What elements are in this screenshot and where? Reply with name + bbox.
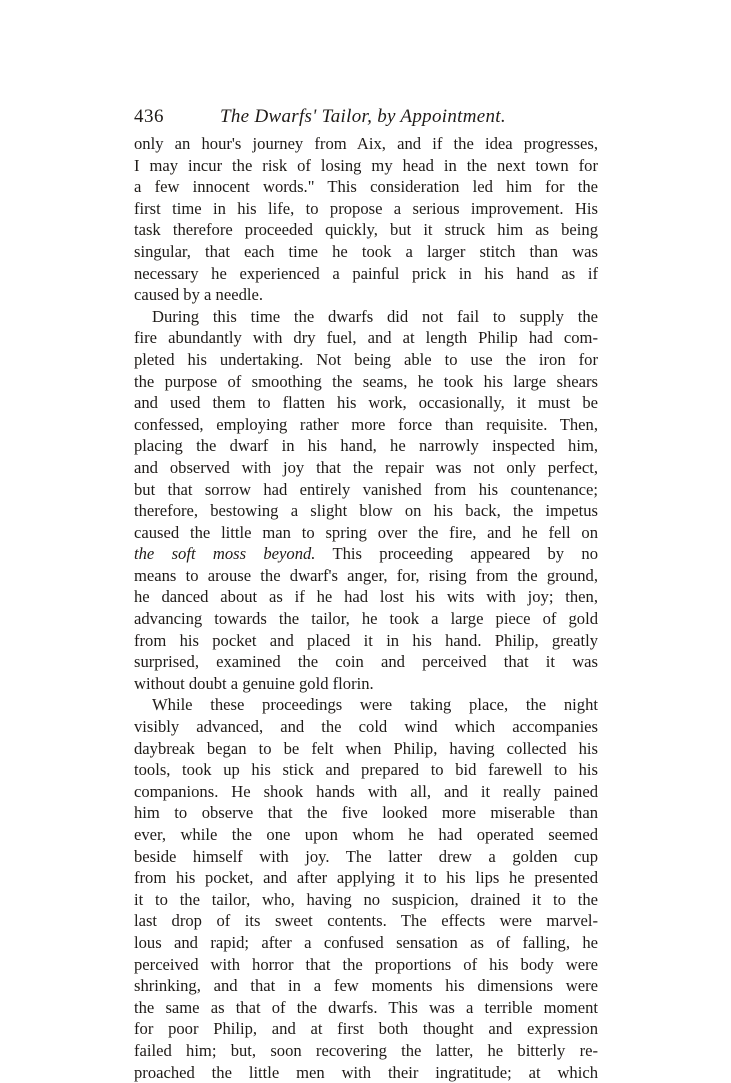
text-line: companions. He shook hands with all, and it really pained bbox=[134, 781, 598, 801]
text-line: beside himself with joy. The latter drew a golden cup bbox=[134, 846, 598, 866]
text-line: from his pocket, and after applying it to his lips he presented bbox=[134, 868, 598, 888]
text-line: While these proceedings were taking place, the night bbox=[152, 695, 598, 715]
text-line: failed him; but, soon recovering the latter, he bitterly re- bbox=[134, 1040, 598, 1060]
text-line: proached the little men with their ingratitude; at which bbox=[134, 1062, 598, 1082]
text-line: and observed with joy that the repair was not only perfect, bbox=[134, 457, 598, 477]
text-line: caused the little man to spring over the fire, and he fell on bbox=[134, 522, 598, 542]
text-line: daybreak began to be felt when Philip, having collected his bbox=[134, 738, 598, 758]
text-line: for poor Philip, and at first both thought and expression bbox=[134, 1019, 598, 1039]
text-line: from his pocket and placed it in his hand. Philip, greatly bbox=[134, 630, 598, 650]
text-line: and used them to flatten his work, occasionally, it must be bbox=[134, 393, 598, 413]
text-line: but that sorrow had entirely vanished from his countenance; bbox=[134, 479, 598, 499]
text-line: lous and rapid; after a confused sensation as of falling, he bbox=[134, 932, 598, 952]
body-text bbox=[134, 133, 598, 1083]
text-line: confessed, employing rather more force than requisite. Then, bbox=[134, 414, 598, 434]
text-line: a few innocent words." This consideration led him for the bbox=[134, 177, 598, 197]
text-line: the soft moss beyond. This proceeding appeared by no bbox=[134, 544, 598, 564]
text-line: necessary he experienced a painful prick in his hand as if bbox=[134, 263, 598, 283]
text-line: perceived with horror that the proportions of his body were bbox=[134, 954, 598, 974]
text-line: first time in his life, to propose a serious improvement. His bbox=[134, 198, 598, 218]
text-line: I may incur the risk of losing my head in the next town for bbox=[134, 155, 598, 175]
text-line: advancing towards the tailor, he took a large piece of gold bbox=[134, 609, 598, 629]
text-line: it to the tailor, who, having no suspicion, drained it to the bbox=[134, 889, 598, 909]
text-line: caused by a needle. bbox=[134, 285, 263, 305]
text-line: task therefore proceeded quickly, but it struck him as being bbox=[134, 220, 598, 240]
page-header bbox=[134, 106, 604, 130]
text-line: therefore, bestowing a slight blow on his back, the impetus bbox=[134, 501, 598, 521]
text-line: singular, that each time he took a larger stitch than was bbox=[134, 241, 598, 261]
text-line: placing the dwarf in his hand, he narrowly inspected him, bbox=[134, 436, 598, 456]
text-line: During this time the dwarfs did not fail to supply the bbox=[152, 306, 598, 326]
text-line: ever, while the one upon whom he had operated seemed bbox=[134, 825, 598, 844]
text-line: surprised, examined the coin and perceived that it was bbox=[134, 652, 598, 672]
text-line: without doubt a genuine gold florin. bbox=[134, 673, 374, 693]
running-title: The Dwarfs' Tailor, by Appointment. bbox=[220, 106, 506, 127]
text-line: last drop of its sweet contents. The effects were marvel- bbox=[134, 911, 598, 931]
text-line: means to arouse the dwarf's anger, for, rising from the ground, bbox=[134, 565, 598, 585]
text-line: him to observe that the five looked more miserable than bbox=[134, 803, 598, 823]
text-line: fire abundantly with dry fuel, and at length Philip had com- bbox=[134, 328, 598, 348]
page-number: 436 bbox=[134, 106, 164, 127]
text-line: only an hour's journey from Aix, and if the idea progresses, bbox=[134, 134, 598, 153]
text-line: tools, took up his stick and prepared to bid farewell to his bbox=[134, 760, 598, 780]
text-line: he danced about as if he had lost his wits with joy; then, bbox=[134, 587, 598, 607]
text-line: the same as that of the dwarfs. This was a terrible moment bbox=[134, 997, 598, 1017]
text-line: visibly advanced, and the cold wind which accompanies bbox=[134, 717, 598, 737]
text-line: pleted his undertaking. Not being able to use the iron for bbox=[134, 349, 598, 369]
text-line: the purpose of smoothing the seams, he took his large shears bbox=[134, 371, 598, 391]
text-line: shrinking, and that in a few moments his dimensions were bbox=[134, 976, 598, 996]
